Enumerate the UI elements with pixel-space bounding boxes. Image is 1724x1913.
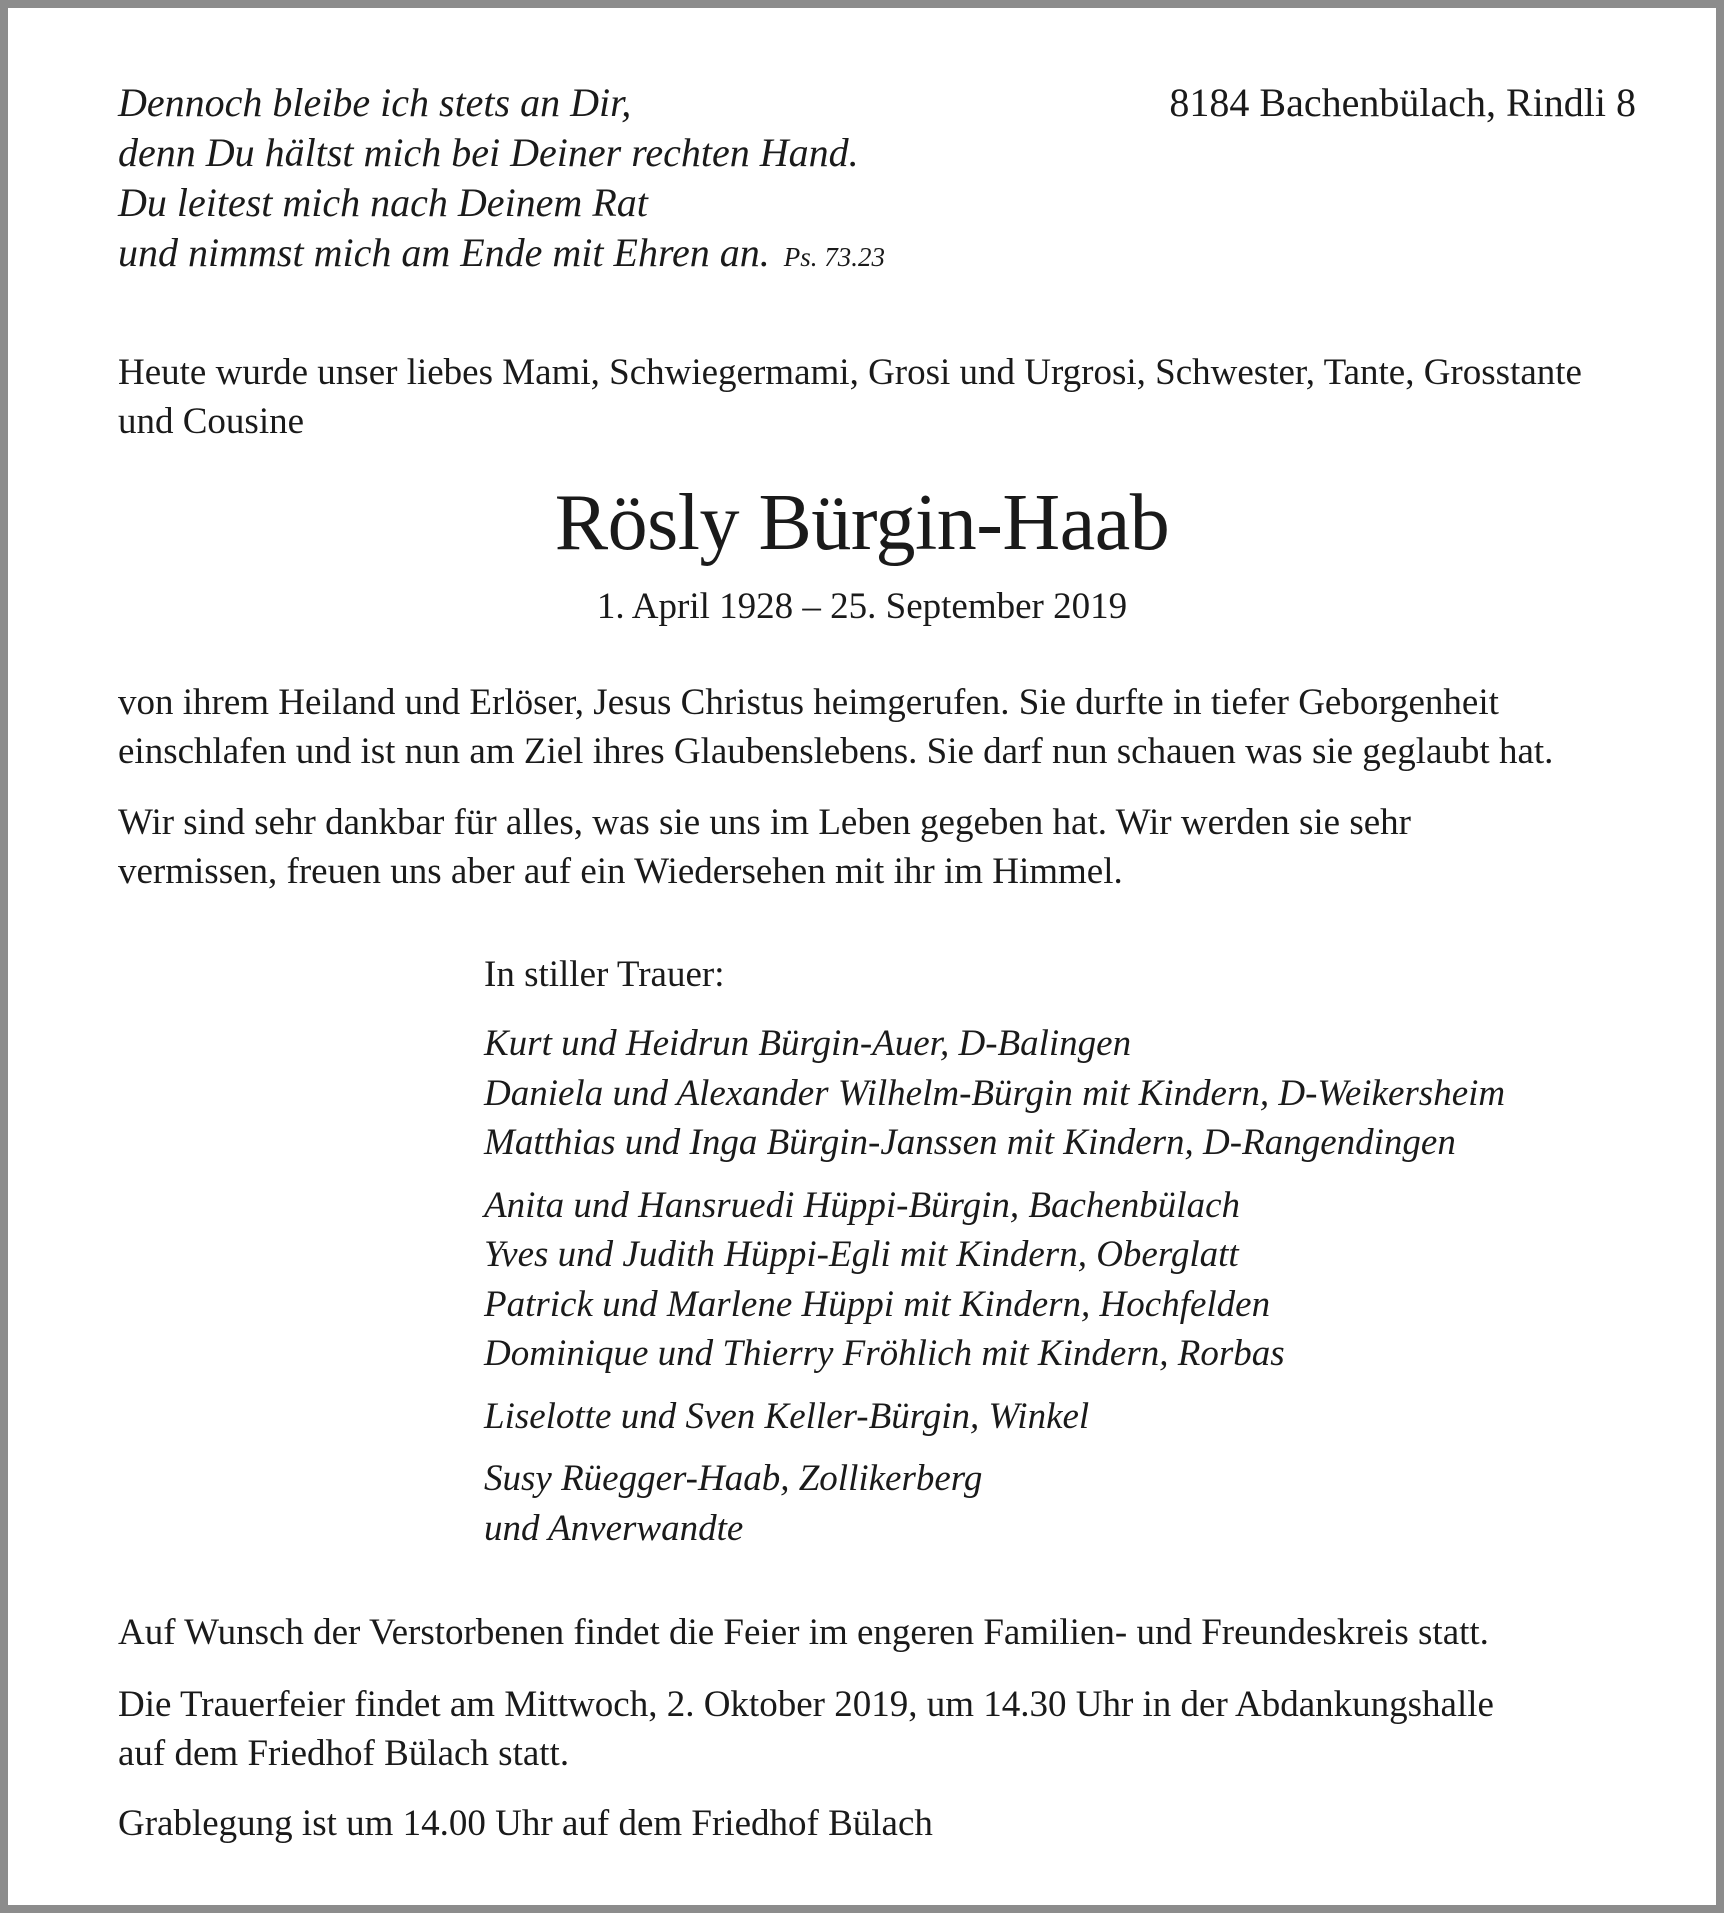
- closing-paragraph-1: [118, 1608, 1489, 1657]
- mourner-entry: Anita und Hansruedi Hüppi-Bürgin, Bachenbülach: [484, 1184, 1241, 1226]
- paragraph-line: auf dem Friedhof Bülach statt.: [118, 1733, 570, 1774]
- intro-line: und Cousine: [118, 401, 305, 442]
- closing-paragraph-3: [118, 1799, 933, 1848]
- mourner-group: [484, 1181, 1505, 1379]
- mourner-entry: Dominique und Thierry Fröhlich mit Kindern, Rorbas: [484, 1333, 1285, 1374]
- deceased-name: Rösly Bürgin-Haab: [554, 479, 1170, 567]
- paragraph-line: von ihrem Heiland und Erlöser, Jesus Christus heimgerufen. Sie durfte in tiefer Geborgenheit: [118, 682, 1499, 723]
- paragraph-line: einschlafen und ist nun am Ziel ihres Glaubenslebens. Sie darf nun schauen was sie geglaubt hat.: [118, 731, 1554, 772]
- paragraph-line: Auf Wunsch der Verstorbenen findet die Feier im engeren Familien- und Freundeskreis statt.: [118, 1612, 1489, 1653]
- mourner-group: [484, 1019, 1505, 1168]
- body-paragraph-1: [118, 678, 1553, 776]
- closing-paragraph-2: [118, 1680, 1494, 1778]
- mourner-entry: Liselotte und Sven Keller-Bürgin, Winkel: [484, 1395, 1090, 1437]
- family-address: 8184 Bachenbülach, Rindli 8: [1169, 80, 1636, 125]
- body-paragraph-2: [118, 798, 1411, 896]
- verse-line-last: [118, 228, 885, 282]
- verse-line-text: und nimmst mich am Ende mit Ehren an.: [118, 230, 770, 275]
- bible-verse: [118, 78, 885, 282]
- mourner-entry: Yves und Judith Hüppi-Egli mit Kindern, Oberglatt: [484, 1234, 1239, 1275]
- mourner-entry: Kurt und Heidrun Bürgin-Auer, D-Balingen: [484, 1023, 1132, 1064]
- verse-line: Dennoch bleibe ich stets an Dir,: [118, 80, 632, 125]
- paragraph-line: vermissen, freuen uns aber auf ein Wiedersehen mit ihr im Himmel.: [118, 851, 1123, 892]
- paragraph-line: Die Trauerfeier findet am Mittwoch, 2. Oktober 2019, um 14.30 Uhr in der Abdankungshalle: [118, 1684, 1494, 1725]
- mourner-group: [484, 1454, 1505, 1553]
- mourners-list: [484, 1019, 1505, 1566]
- intro-line: Heute wurde unser liebes Mami, Schwiegermami, Grosi und Urgrosi, Schwester, Tante, Grosstante: [118, 352, 1582, 393]
- obituary-page: [8, 8, 1716, 1905]
- life-dates: 1. April 1928 – 25. September 2019: [596, 586, 1128, 627]
- mourner-entry: Daniela und Alexander Wilhelm-Bürgin mit Kindern, D-Weikersheim: [484, 1072, 1506, 1114]
- verse-line: Du leitest mich nach Deinem Rat: [118, 180, 648, 225]
- mourner-group: [484, 1392, 1505, 1442]
- mourner-entry: Patrick und Marlene Hüppi mit Kindern, Hochfelden: [484, 1283, 1271, 1325]
- paragraph-line: Grablegung ist um 14.00 Uhr auf dem Friedhof Bülach: [118, 1803, 933, 1844]
- paragraph-line: Wir sind sehr dankbar für alles, was sie uns im Leben gegeben hat. Wir werden sie sehr: [118, 802, 1411, 843]
- mourner-entry: Susy Rüegger-Haab, Zollikerberg: [484, 1458, 983, 1499]
- verse-reference: Ps. 73.23: [783, 242, 886, 272]
- mourner-entry: Matthias und Inga Bürgin-Janssen mit Kindern, D-Rangendingen: [484, 1122, 1456, 1163]
- verse-line: denn Du hältst mich bei Deiner rechten Hand.: [118, 130, 859, 175]
- intro-text: [118, 348, 1582, 446]
- mourners-label: In stiller Trauer:: [484, 954, 725, 995]
- mourner-entry: und Anverwandte: [484, 1507, 744, 1549]
